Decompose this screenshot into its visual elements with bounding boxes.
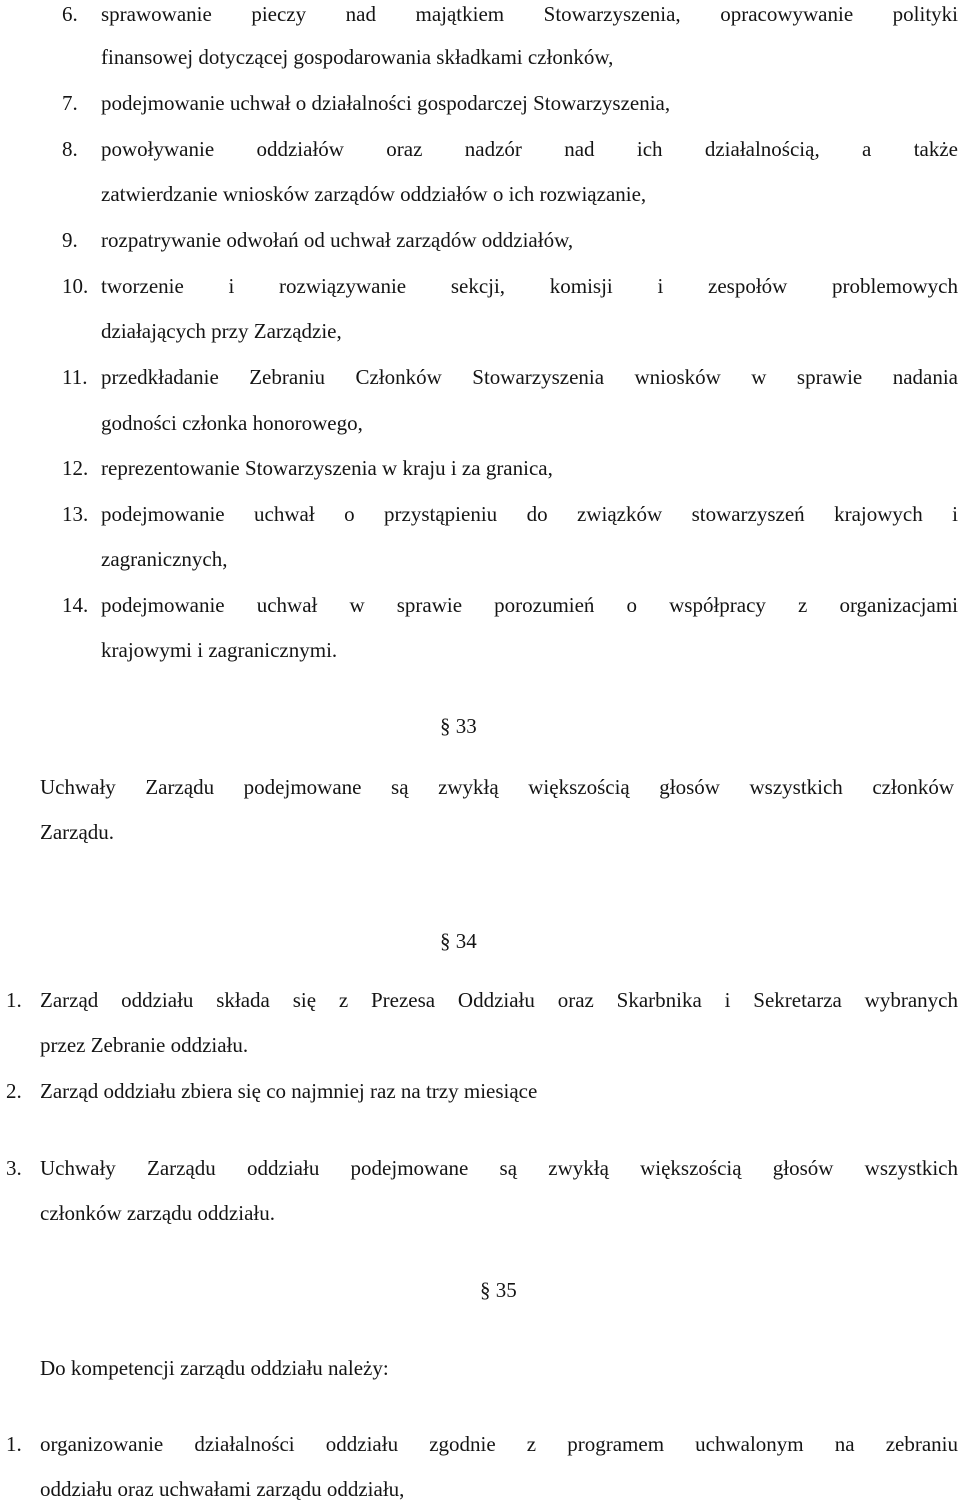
- section-number: 35: [495, 1278, 517, 1302]
- list-item-text: sprawowanie pieczy nad majątkiem Stowarzyszenia, opracowywanie polityki: [101, 2, 958, 26]
- list-item-text: organizowanie działalności oddziału zgodnie z programem uchwalonym na zebraniu: [40, 1432, 958, 1456]
- list-item-number: 3.: [6, 1156, 22, 1180]
- list-item-number: 11.: [62, 365, 88, 389]
- list-item-text: tworzenie i rozwiązywanie sekcji, komisji i zespołów problemowych: [101, 274, 958, 298]
- list-item-text: zagranicznych,: [101, 547, 228, 571]
- list-item-text: Zarząd oddziału składa się z Prezesa Oddziału oraz Skarbnika i Sekretarza wybranych: [40, 988, 958, 1012]
- list-item-text: Zarząd oddziału zbiera się co najmniej raz na trzy miesiące: [40, 1079, 538, 1103]
- list-item-text: godności członka honorowego,: [101, 411, 363, 435]
- list-item-number: 1.: [6, 1432, 22, 1456]
- list-item-text: przedkładanie Zebraniu Członków Stowarzyszenia wniosków w sprawie nadania: [101, 365, 958, 389]
- list-item-text: zatwierdzanie wniosków zarządów oddziałów o ich rozwiązanie,: [101, 182, 647, 206]
- list-item-text: oddziału oraz uchwałami zarządu oddziału,: [40, 1477, 405, 1501]
- section-heading: [480, 1280, 517, 1301]
- list-item-number: 13.: [62, 502, 89, 526]
- section-heading: [440, 716, 477, 737]
- paragraph-symbol: §: [480, 1278, 491, 1302]
- list-item-text: podejmowanie uchwał w sprawie porozumień o współpracy z organizacjami: [101, 593, 958, 617]
- list-item-number: 14.: [62, 593, 89, 617]
- list-item-text: reprezentowanie Stowarzyszenia w kraju i za granica,: [101, 456, 553, 480]
- paragraph-symbol: §: [440, 714, 451, 738]
- list-item-text: przez Zebranie oddziału.: [40, 1033, 249, 1057]
- list-item-number: 12.: [62, 456, 89, 480]
- list-item-text: podejmowanie uchwał o działalności gospodarczej Stowarzyszenia,: [101, 91, 671, 115]
- section-heading: [440, 931, 477, 952]
- list-item-text: podejmowanie uchwał o przystąpieniu do związków stowarzyszeń krajowych i: [101, 502, 958, 526]
- list-item-number: 7.: [62, 91, 78, 115]
- list-item-number: 6.: [62, 2, 78, 26]
- list-item-text: finansowej dotyczącej gospodarowania składkami członków,: [101, 45, 614, 69]
- section-number: 34: [455, 929, 477, 953]
- list-item-text: działających przy Zarządzie,: [101, 319, 342, 343]
- section-text: Uchwały Zarządu podejmowane są zwykłą większością głosów wszystkich członków: [40, 775, 954, 799]
- list-item-number: 9.: [62, 228, 78, 252]
- section-intro: Do kompetencji zarządu oddziału należy:: [40, 1356, 389, 1380]
- section-text: Zarządu.: [40, 820, 115, 844]
- list-item-number: 10.: [62, 274, 89, 298]
- list-item-text: Uchwały Zarządu oddziału podejmowane są zwykłą większością głosów wszystkich: [40, 1156, 958, 1180]
- list-item-number: 8.: [62, 137, 78, 161]
- list-item-text: członków zarządu oddziału.: [40, 1201, 275, 1225]
- list-item-text: rozpatrywanie odwołań od uchwał zarządów oddziałów,: [101, 228, 574, 252]
- list-item-number: 1.: [6, 988, 22, 1012]
- list-item-text: powoływanie oddziałów oraz nadzór nad ich działalnością, a także: [101, 137, 958, 161]
- list-item-number: 2.: [6, 1079, 22, 1103]
- paragraph-symbol: §: [440, 929, 451, 953]
- section-number: 33: [455, 714, 477, 738]
- list-item-text: krajowymi i zagranicznymi.: [101, 638, 338, 662]
